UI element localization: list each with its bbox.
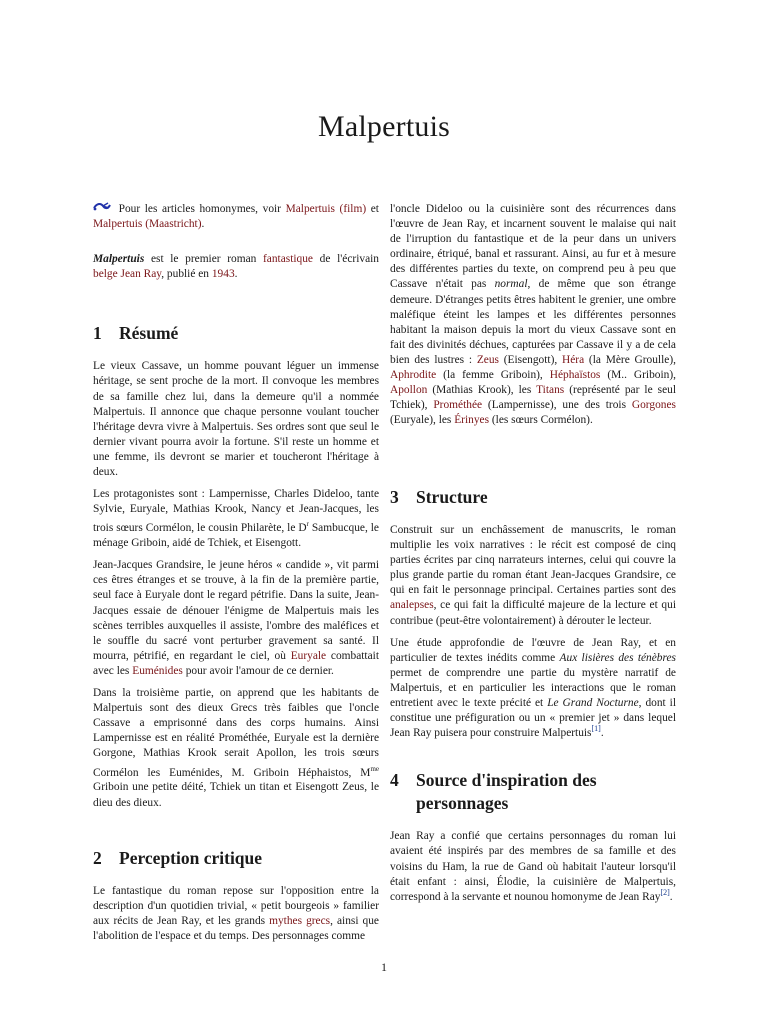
hatnote: Pour les articles homonymes, voir Malpertuis (film) et Malpertuis (Maastricht).	[93, 203, 379, 231]
link-malpertuis-film[interactable]: Malpertuis (film)	[285, 203, 367, 215]
link-apollon[interactable]: Apollon	[390, 384, 428, 397]
link-eumenides[interactable]: Euménides	[132, 664, 183, 677]
left-column	[93, 202, 379, 951]
right-column-lower	[390, 486, 676, 912]
paragraph: Jean Ray a confié que certains personnages du roman lui avaient été inspirés par des membres de sa famille et des voisins du Ham, la rue de Gand où habitait l'auteur lorsqu'il était enfant : ainsi, Élodie, la cuisinière de Malpertuis, correspond à la servante et nounou homonyme de Jean Ray[2].	[390, 830, 676, 903]
reference-link[interactable]: [2]	[660, 887, 670, 897]
link-belge[interactable]: belge	[93, 268, 118, 281]
page-number: 1	[381, 960, 387, 974]
paragraph: Dans la troisième partie, on apprend que les habitants de Malpertuis sont des dieux Grecs très faibles que l'oncle Cassave a emprisonné dans des corps humains. Ainsi Lampernisse est en réalité Prométhée, Euryale est la dernière Gorgone, Mathias Krook serait Apollon, les trois sœurs Cormélon les Euménides, M. Griboin Héphaistos, $M^{me}$ Griboin une petite déité, Tchiek un titan et Eisengott Zeus, le dieu des dieux.	[93, 687, 379, 809]
link-euryale[interactable]: Euryale	[290, 649, 327, 662]
paragraph: Jean-Jacques Grandsire, le jeune héros « candide », vit parmi ces êtres étranges et se trouve, à la fin de la première partie, seul face à Euryale dont le regard pétrifie. Dans la suite, Jean-Jacques essaie de dénouer l'énigme de Malpertuis mais les scènes terribles auxquelles il assiste, l'ombre des maléfices et le souffle du sacré vont perturber gravement sa santé. Il mourra, pétrifié, en regardant le ciel, où Euryale combattait avec les Euménides pour avoir l'amour de ce dernier.	[93, 559, 379, 677]
link-hephaistos[interactable]: Héphaïstos	[549, 369, 601, 382]
link-aphrodite[interactable]: Aphrodite	[390, 369, 437, 382]
page-title: Malpertuis	[318, 110, 450, 143]
link-mythes-grecs[interactable]: mythes grecs	[269, 914, 331, 927]
disambiguation-icon	[93, 202, 111, 213]
link-malpertuis-maastricht[interactable]: Malpertuis (Maastricht)	[93, 218, 202, 231]
link-1943[interactable]: 1943	[211, 268, 235, 281]
paragraph: Construit sur un enchâssement de manuscrits, le roman multiplie les voix narratives : le récit est composé de cinq parties écrites par cinq narrateurs internes, celui qui couvre la plus grande partie du roman étant Jean-Jacques Grandsire, ce qui en fait le personnage principal. Certaines parties sont des analepses, ce qui fait la difficulté majeure de la lecture et qui contribue (peut-être volontairement) à dérouter le lecteur.	[390, 524, 676, 627]
link-promethee[interactable]: Prométhée	[433, 399, 483, 412]
link-analepses[interactable]: analepses	[390, 599, 434, 612]
paragraph-continued: l'oncle Dideloo ou la cuisinière sont des récurrences dans l'œuvre de Jean Ray, et incarnent souvent le malaise qui nait de l'irruption du fantastique et de la peur dans un univers ordinaire, étriqué, banal et rassurant. Ainsi, au fur et à mesure des différentes parties du texte, on comprend peu à peu que Cassave n'était pas normal, de même que son étrange demeure. D'étranges petits êtres habitent le grenier, une ombre maléfique éteint les lampes et les différentes personnes habitant la maison depuis la mort du vieux Cassave sont en fait des divinités déchues, capturées par Cassave il y a de cela bien des lustres : Zeus (Eisengott), Héra (la Mère Groulle), Aphrodite (la femme Griboin), Héphaïstos (M.. Griboin), Apollon (Mathias Krook), les Titans (représenté par le seul Tchiek), Prométhée (Lampernisse), une des trois Gorgones (Euryale), les Érinyes (les sœurs Cormélon).	[390, 203, 676, 427]
link-fantastique[interactable]: fantastique	[263, 253, 313, 266]
section-heading-structure: 3 Structure	[390, 487, 488, 507]
link-jean-ray[interactable]: Jean Ray	[120, 268, 162, 281]
link-hera[interactable]: Héra	[562, 353, 585, 366]
section-heading-source: 4 Source d'inspiration des personnages	[390, 770, 597, 814]
reference-link[interactable]: [1]	[591, 724, 601, 734]
intro-paragraph: Malpertuis est le premier roman fantastique de l'écrivain belge Jean Ray, publié en 1943.	[93, 253, 379, 281]
paragraph: Les protagonistes sont : Lampernisse, Charles Dideloo, tante Sylvie, Euryale, Mathias Krook, Nancy et Jean-Jacques, les trois sœurs Cormélon, le cousin Philarète, le $D^r$ Sambucque, le ménage Griboin, aidé de Tchiek, et Eisengott.	[93, 488, 379, 550]
paragraph: Le fantastique du roman repose sur l'opposition entre la description d'un quotidien trivial, « petit bourgeois » familier aux récits de Jean Ray, et les grands mythes grecs, ainsi que l'abolition de l'espace et du temps. Des personnages comme	[93, 884, 379, 942]
link-gorgones[interactable]: Gorgones	[631, 399, 676, 412]
section-heading-perception: 2 Perception critique	[93, 847, 263, 868]
link-titans[interactable]: Titans	[536, 384, 565, 397]
right-column-upper	[390, 202, 676, 435]
paragraph: Une étude approfondie de l'œuvre de Jean Ray, et en particulier de textes inédits comme Aux lisières des ténèbres permet de comprendre une partie du mystère narratif de Malpertuis, et en particulier les interactions que le roman entretient avec le texte précité et Le Grand Nocturne, dont il constitue une préfiguration ou un « premier jet » dans lequel Jean Ray puisera pour construire Malpertuis[1].	[390, 636, 676, 740]
section-heading-resume: 1 Résumé	[93, 323, 179, 344]
paragraph: Le vieux Cassave, un homme pouvant léguer un immense héritage, se sent proche de la mort. Il convoque les membres de sa famille chez lui, dans la demeure qu'il a nommée Malpertuis. Il annonce que chaque personne voulant toucher l'héritage devra vivre à Malpertuis. Ses ordres sont que seul le dernier vivant pourra avoir la fortune. S'il reste un homme et une femme, ils devront se marier et toucheront l'héritage à deux.	[93, 360, 379, 479]
link-zeus[interactable]: Zeus	[476, 353, 499, 366]
link-erinyes[interactable]: Érinyes	[454, 414, 490, 427]
